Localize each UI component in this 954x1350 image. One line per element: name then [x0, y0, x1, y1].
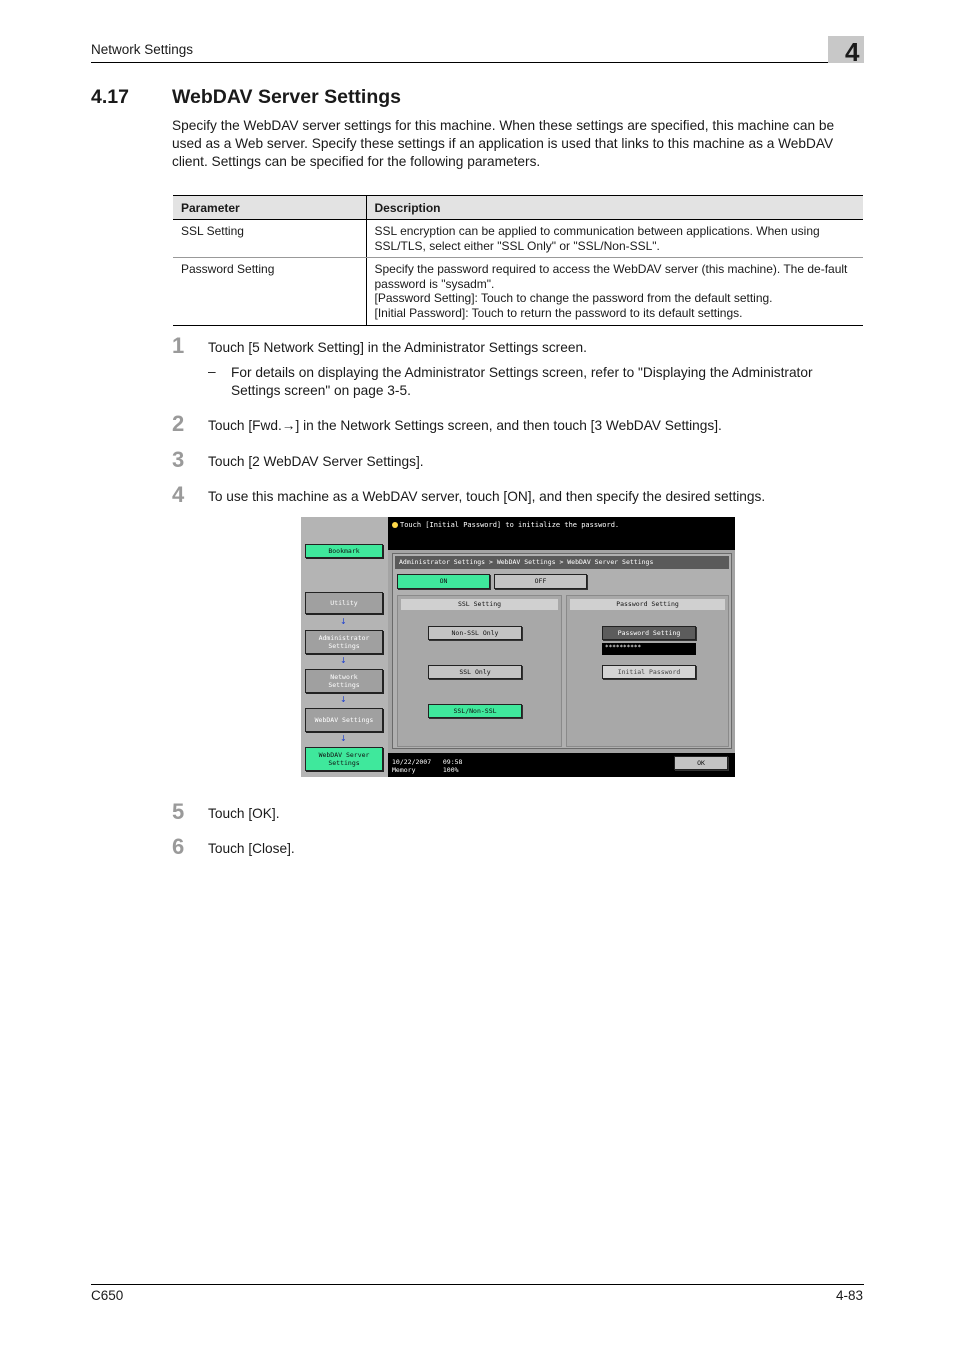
password-field[interactable]: ********** [602, 643, 696, 655]
nav-label: Administrator [318, 634, 370, 642]
step-text: Touch [2 WebDAV Server Settings]. [208, 454, 424, 469]
parameter-table [173, 195, 863, 326]
step-number: 1 [172, 333, 185, 358]
description-line: [Password Setting]: Touch to change the password from the default setting. [374, 291, 773, 305]
step-number: 6 [172, 834, 185, 859]
section-title: WebDAV Server Settings [172, 86, 402, 108]
non-ssl-only-button[interactable]: Non-SSL Only [428, 626, 522, 640]
nav-label: Network [330, 673, 358, 681]
message-text: Touch [Initial Password] to initialize the password. [400, 521, 620, 529]
substep-dash: – [208, 364, 216, 379]
settings-window [392, 553, 732, 749]
parameter-cell: SSL Setting [173, 220, 366, 258]
description-line: [Initial Password]: Touch to return the password to its default settings. [374, 305, 743, 320]
step-text: Touch [Close]. [208, 841, 295, 856]
step-text: Touch [Fwd.→] in the Network Settings screen, and then touch [3 WebDAV Settings]. [208, 418, 722, 433]
step-number: 2 [172, 411, 185, 436]
nav-utility-button[interactable]: Utility [305, 592, 383, 614]
ok-button[interactable]: OK [674, 756, 728, 770]
step-number: 5 [172, 799, 185, 824]
down-arrow-icon: ↓ [340, 695, 347, 704]
bookmark-button[interactable]: Bookmark [305, 544, 383, 558]
description-line: Specify the password required to access the WebDAV server (this machine). The de-fault password is "sysadm". [374, 262, 848, 291]
down-arrow-icon: ↓ [340, 656, 347, 665]
message-bar [388, 517, 735, 550]
table-header-row [173, 196, 863, 220]
description-cell [366, 258, 863, 326]
step-text: To use this machine as a WebDAV server, touch [ON], and then specify the desired settings. [208, 489, 766, 504]
ssl-setting-panel [397, 595, 562, 747]
ssl-non-ssl-button[interactable]: SSL/Non-SSL [428, 704, 522, 718]
password-setting-panel [566, 595, 729, 747]
ssl-only-button[interactable]: SSL Only [428, 665, 522, 679]
section-number: 4.17 [91, 86, 129, 108]
memory-label: Memory [392, 766, 416, 774]
step-text: Touch [OK]. [208, 806, 280, 821]
down-arrow-icon: ↓ [340, 617, 347, 626]
column-header-parameter: Parameter [173, 196, 366, 220]
nav-webdav-settings-button[interactable]: WebDAV Settings [305, 708, 383, 732]
memory-value: 100% [442, 766, 459, 774]
chapter-number: 4 [845, 37, 860, 67]
password-setting-button[interactable]: Password Setting [602, 626, 696, 640]
header-rule [91, 62, 864, 63]
off-button[interactable]: OFF [494, 574, 587, 589]
nav-label: Settings [328, 642, 360, 650]
nav-label: Settings [328, 681, 360, 689]
description-line: SSL encryption can be applied to communication between applications. When using SSL/TLS, select either "SSL Only" or "SSL/Non-SSL". [374, 224, 820, 253]
breadcrumb: Administrator Settings > WebDAV Settings > WebDAV Server Settings [395, 556, 729, 569]
step-number: 3 [172, 447, 185, 472]
nav-panel [301, 517, 388, 777]
description-cell [366, 220, 863, 258]
on-button[interactable]: ON [397, 574, 490, 589]
step-text: Touch [5 Network Setting] in the Administrator Settings screen. [208, 340, 587, 355]
nav-administrator-settings-button[interactable] [305, 630, 383, 654]
footer-page-number: 4-83 [835, 1288, 863, 1303]
substep-text: For details on displaying the Administrator Settings screen, refer to "Displaying the Administrator Settings screen" on page 3-5. [231, 365, 813, 398]
datetime-memory-readout [392, 758, 462, 774]
parameter-cell: Password Setting [173, 258, 366, 326]
table-row [173, 220, 863, 258]
footer-model: C650 [91, 1288, 124, 1303]
footer-rule [91, 1284, 864, 1285]
date-text: 10/22/2007 [392, 758, 432, 766]
nav-label: Settings [328, 759, 360, 767]
nav-network-settings-button[interactable] [305, 669, 383, 693]
intro-paragraph: Specify the WebDAV server settings for this machine. When these settings are specified, this machine can be used as a Web server. Specify these settings if an application is used that links to this machine as a WebDAV client. Settings can be specified for the following parameters. [172, 118, 835, 169]
lightbulb-icon [392, 522, 398, 528]
time-text: 09:58 [442, 758, 463, 766]
table-row [173, 258, 863, 326]
column-header-description: Description [366, 196, 863, 220]
nav-label: WebDAV Server [318, 751, 370, 759]
initial-password-button[interactable]: Initial Password [602, 665, 696, 679]
step-number: 4 [172, 482, 185, 507]
device-screenshot [301, 517, 735, 777]
down-arrow-icon: ↓ [340, 734, 347, 743]
message-area [392, 521, 619, 529]
ssl-setting-label: SSL Setting [401, 599, 558, 610]
nav-webdav-server-settings-button[interactable] [305, 747, 383, 771]
password-setting-label: Password Setting [570, 599, 725, 610]
running-header: Network Settings [91, 42, 194, 57]
